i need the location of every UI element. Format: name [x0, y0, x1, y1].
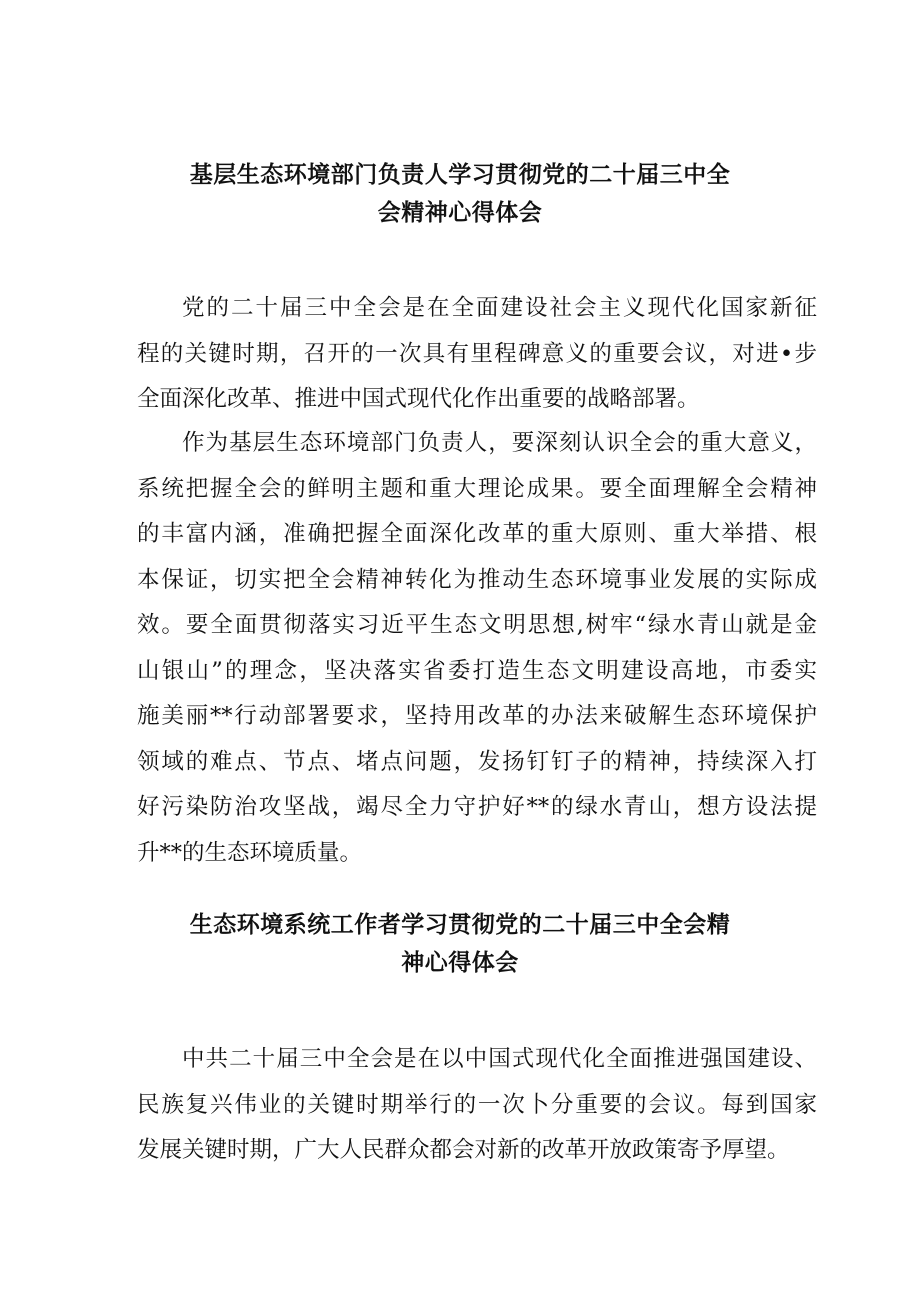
paragraph-line: 党的二十届三中全会是在全面建设社会主义现代化国家新征 — [182, 295, 817, 321]
paragraph-line: 升**的生态环境质量。 — [137, 839, 363, 866]
paragraph-line: 山银山”的理念，坚决落实省委打造生态文明建设高地，市委实 — [137, 657, 817, 684]
section1-paragraph-2 — [137, 421, 817, 876]
section1-paragraph-1 — [137, 286, 817, 423]
section2-title-line-1: 生态环境系统工作者学习贯彻党的二十届三中全会精 — [189, 912, 731, 938]
section1-title — [137, 156, 783, 232]
section2-title-line-2: 神心得体会 — [401, 950, 519, 976]
paragraph-line: 好污染防治攻坚战，竭尽全力守护好**的绿水青山，想方设法提 — [137, 794, 817, 820]
paragraph-line: 的丰富内涵，准确把握全面深化改革的重大原则、重大举措、根 — [137, 521, 817, 547]
paragraph-line: 作为基层生态环境部门负责人，要深刻认识全会的重大意义， — [182, 430, 817, 456]
section1-title-line-1: 基层生态环境部门负责人学习贯彻党的二十届三中全 — [189, 162, 731, 188]
paragraph-line: 系统把握全会的鲜明主题和重大理论成果。要全面理解全会精神 — [137, 475, 817, 502]
paragraph-line: 程的关键时期，召开的一次具有里程碑意义的重要会议，对进•步 — [137, 340, 817, 367]
paragraph-line: 发展关键时期，广大人民群众都会对新的改革开放政策寄予厚望。 — [137, 1137, 790, 1163]
section1-title-line-2: 会精神心得体会 — [377, 200, 543, 226]
paragraph-line: 效。要全面贯彻落实习近平生态文明思想,树牢“绿水青山就是金 — [137, 612, 817, 638]
paragraph-line: 中共二十届三中全会是在以中国式现代化全面推进强国建设、 — [182, 1046, 817, 1072]
paragraph-line: 本保证，切实把全会精神转化为推动生态环境事业发展的实际成 — [137, 566, 817, 593]
paragraph-line: 全面深化改革、推进中国式现代化作出重要的战略部署。 — [137, 386, 700, 412]
paragraph-line: 领域的难点、节点、堵点问题，发扬钉钉子的精神，持续深入打 — [137, 748, 817, 775]
section2-title — [137, 906, 783, 982]
section2-paragraph-1 — [137, 1037, 817, 1174]
paragraph-line: 施美丽**行动部署要求，坚持用改革的办法来破解生态环境保护 — [137, 703, 817, 729]
paragraph-line: 民族复兴伟业的关键时期举行的一次卜分重要的会议。每到国家 — [137, 1091, 817, 1118]
